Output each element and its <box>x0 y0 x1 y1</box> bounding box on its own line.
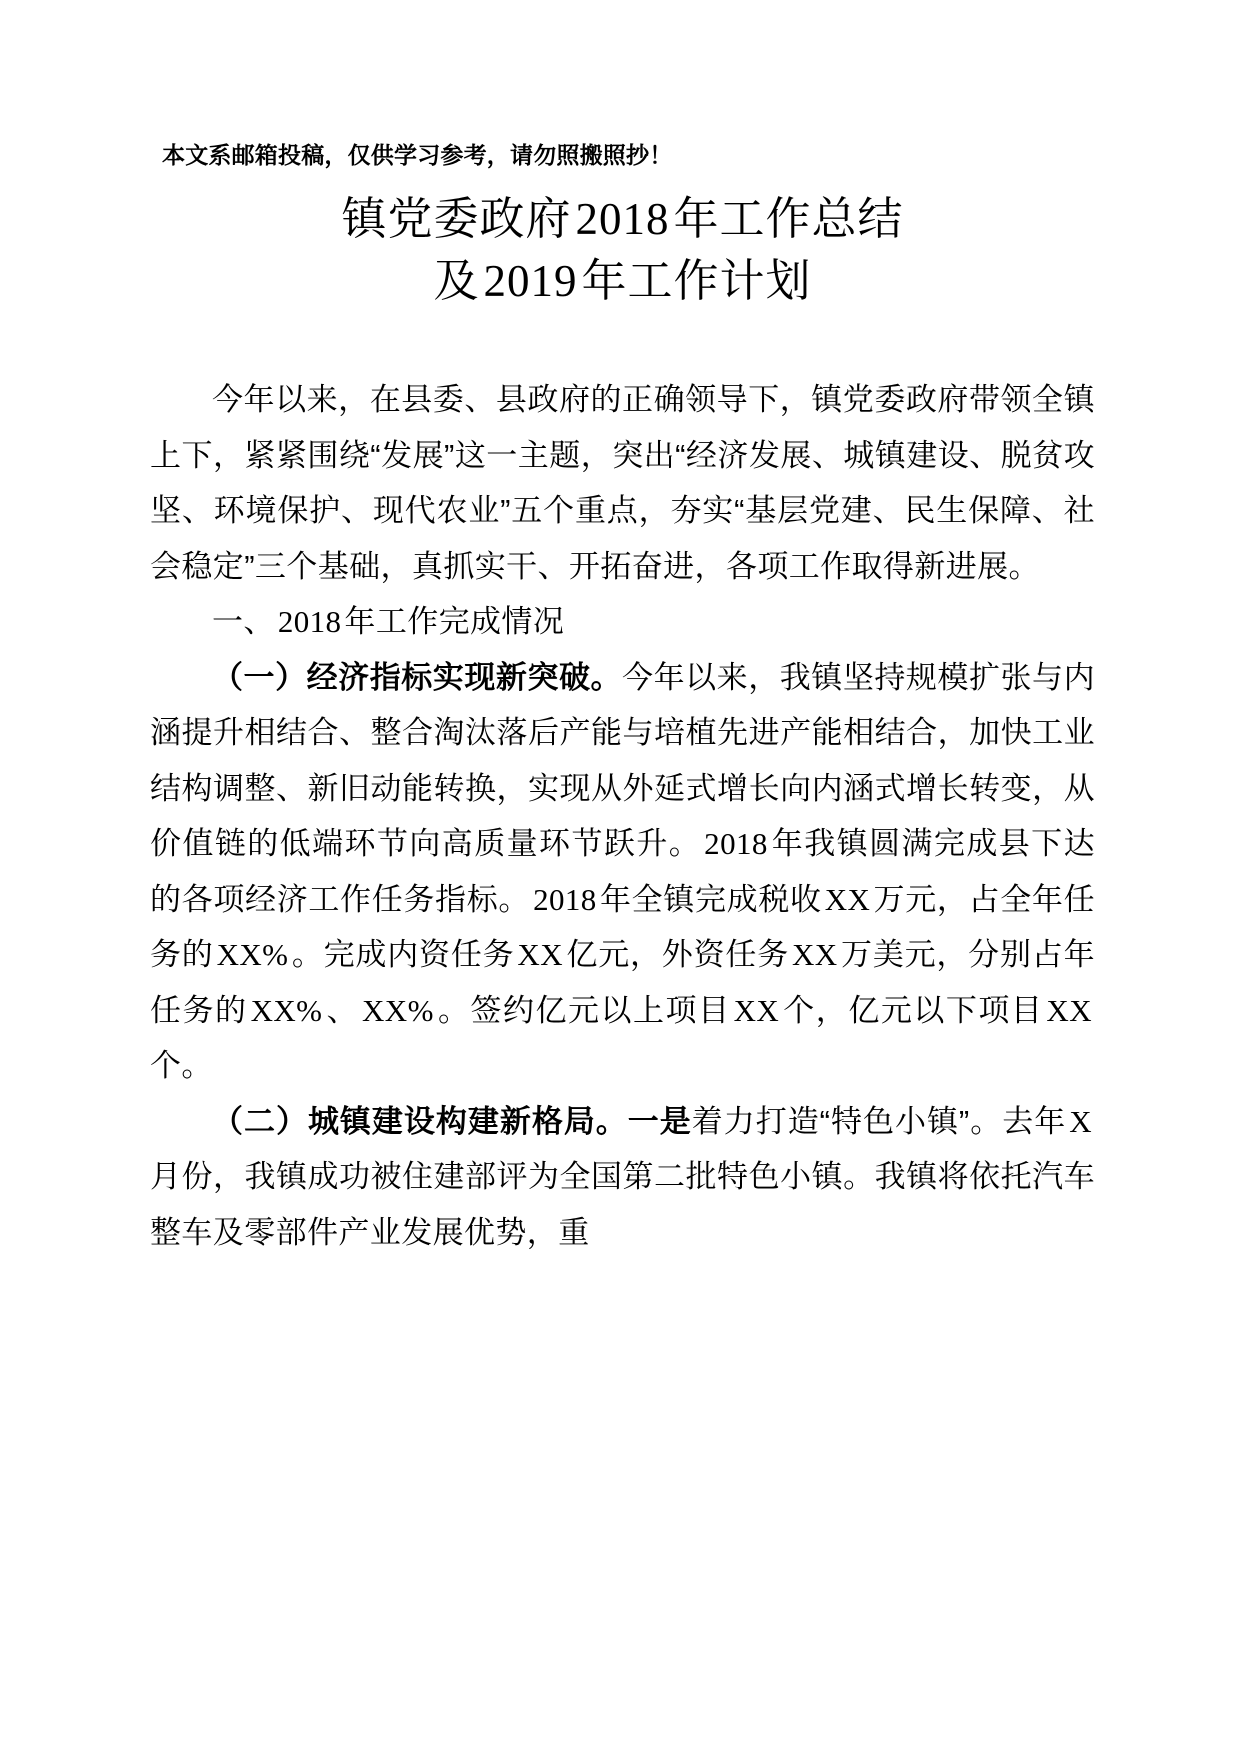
section-2-point-1-label: 一是 <box>627 1103 692 1139</box>
section-1-text-4: 万元，占全年任务的 <box>150 881 1095 972</box>
section-1-text-1: 今年以来，我镇坚持规模扩张与内涵提升相结合、整合淘汰落后产能与培植先进产能相结合，加快工业结构调整、新旧动能转换，实现从外延式增长向内涵式增长转变，从价值链的低端环节向高质量环节跃升。 <box>150 659 1095 861</box>
section-1-text-9: 。签约亿元以上项目 <box>436 992 731 1028</box>
section-2-text-2: 月份，我镇成功被住建部评为全国第二批特色小镇。我镇将依托汽车整车及零部件产业发展优势，重 <box>150 1159 1095 1250</box>
section-1-text-5: 。完成内资任务 <box>291 937 515 972</box>
section-1-value-domestic: XX <box>517 937 563 972</box>
paragraph-section-2 <box>150 1094 1095 1261</box>
heading1-prefix: 一、 <box>212 604 275 639</box>
heading1-year: 2018 <box>277 604 342 639</box>
section-1-text-2: 年我镇圆满完成县下达的各项经济工作任务指标。 <box>150 826 1095 917</box>
section-1-value-pct-2: XX% <box>362 992 434 1028</box>
title-line-2-prefix: 及 <box>433 255 480 306</box>
section-1-year-2: 2018 <box>533 881 597 917</box>
section-1-value-foreign: XX <box>792 937 838 972</box>
section-1-value-projects-under: XX <box>1046 992 1092 1028</box>
title-line-1-suffix: 年工作总结 <box>673 193 904 244</box>
section-2-text-1: 着力打造“特色小镇”。去年 <box>691 1103 1067 1139</box>
title-line-1-prefix: 镇党委政府 <box>341 193 572 244</box>
section-1-value-tax: XX <box>824 881 871 917</box>
section-2-title: （二）城镇建设构建新格局。 <box>212 1103 628 1139</box>
section-1-value-pct-1: XX% <box>250 992 323 1028</box>
paragraph-intro <box>150 372 1095 594</box>
section-1-text-6: 亿元，外资任务 <box>566 937 789 972</box>
title-line-2-year: 2019 <box>483 256 578 306</box>
intro-text: 今年以来，在县委、县政府的正确领导下，镇党委政府带领全镇上下，紧紧围绕“发展”这一主题，突出“经济发展、城镇建设、脱贫攻坚、环境保护、现代农业”五个重点，夯实“基层党建、民生保障、社会稳定”三个基础，真抓实干、开拓奋进，各项工作取得新进展。 <box>150 382 1095 584</box>
section-2-value-month: X <box>1069 1103 1092 1139</box>
section-1-text-8: 、 <box>325 992 360 1028</box>
section-1-text-11: 个。 <box>150 1048 213 1083</box>
section-1-text-7: 万美元，分别占年任务的 <box>150 937 1095 1028</box>
section-1-value-tax-pct: XX% <box>216 937 289 972</box>
title-line-2 <box>150 250 1095 312</box>
section-heading-1 <box>150 594 1095 650</box>
section-1-text-10: 个，亿元以下项目 <box>782 992 1044 1028</box>
section-1-year-1: 2018 <box>704 826 768 861</box>
section-1-text-3: 年全镇完成税收 <box>599 881 822 917</box>
notice-line: 本文系邮箱投稿，仅供学习参考，请勿照搬照抄！ <box>162 142 673 168</box>
heading1-suffix: 年工作完成情况 <box>344 604 565 639</box>
paragraph-section-1 <box>150 650 1095 1094</box>
section-1-title: （一）经济指标实现新突破。 <box>212 659 623 695</box>
document-body <box>150 372 1095 1260</box>
section-1-value-projects-over: XX <box>733 992 780 1028</box>
title-line-2-suffix: 年工作计划 <box>581 255 812 306</box>
title-line-1-year: 2018 <box>575 194 670 244</box>
page-title <box>150 188 1095 312</box>
title-line-1 <box>150 188 1095 250</box>
